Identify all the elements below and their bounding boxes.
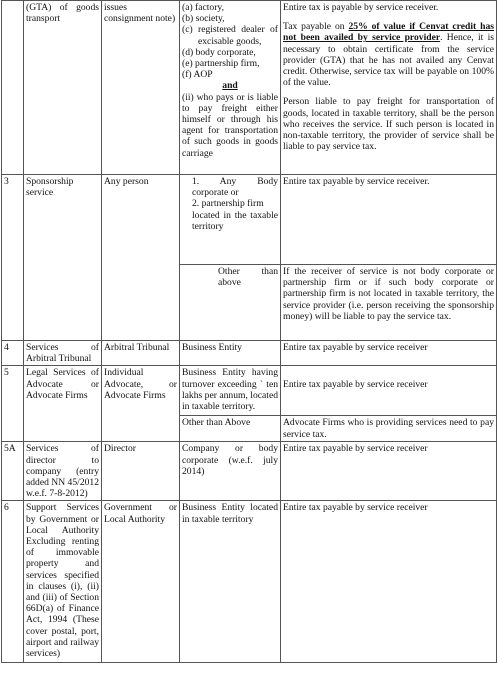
- remark-fragment: Tax payable on: [283, 21, 349, 33]
- sn-cell: 4: [2, 341, 24, 366]
- service-description: Sponsorship service: [24, 175, 102, 341]
- remarks: Entire tax payable by service receiver: [281, 442, 497, 501]
- list-item: (e) partnership firm,: [182, 58, 260, 70]
- service-provider: issues consignment note): [102, 1, 180, 175]
- table-row-director: [2, 442, 497, 501]
- service-provider: Government or Local Authority: [102, 501, 180, 663]
- list-item: (d) body corporate,: [182, 46, 256, 58]
- service-description: Support Services by Government or Local Authority Excluding renting of immovable property and services specified in clauses (i), (ii) and (iii) of Section 66D(a) of Finance Act, 1994 (These cover postal, port, airport and railway services): [24, 501, 102, 663]
- service-description: Services of Arbitral Tribunal: [24, 341, 102, 366]
- remark-text: [283, 21, 494, 88]
- remark-text: Entire tax is payable by service receiver.: [283, 2, 439, 13]
- service-tax-table: [1, 0, 497, 663]
- remarks: If the receiver of service is not body corporate or partnership firm or if such body corporate or partnership firm is not located in taxable territory, the service provider (i.e. person receiving the sponsorship money) will be liable to pay the service tax.: [281, 265, 497, 341]
- recipient-line: 1. Any Body corporate or: [192, 176, 278, 199]
- service-recipient: [180, 265, 281, 341]
- remarks: Entire tax payable by service receiver: [281, 501, 497, 663]
- remark-emphasis: 25% of value if Cenvat credit has not been availed by service provider: [283, 21, 494, 44]
- table-row-sponsorship: [2, 175, 497, 265]
- service-description: Services of director to company (entry added NN 45/2012 w.e.f. 7-8-2012): [24, 442, 102, 501]
- remarks: [281, 1, 497, 175]
- service-recipient: Other than Above: [180, 416, 281, 442]
- recipient-line: located in the taxable territory: [192, 209, 278, 232]
- and-label: and: [222, 80, 238, 92]
- list-item: (c) registered dealer of excisable goods,: [182, 24, 278, 47]
- table-row-gta: [2, 1, 497, 175]
- recipient-line: Other than above: [218, 266, 278, 289]
- sn-cell: [2, 1, 24, 175]
- remarks: Advocate Firms who is providing services need to pay service tax.: [281, 416, 497, 442]
- list-item: (b) society,: [182, 13, 225, 25]
- service-recipient: Business Entity: [180, 341, 281, 366]
- sn-cell: 5: [2, 366, 24, 442]
- remark-fragment: . Hence, it is necessary to obtain certificate from the service provider (GTA) that he has not availed any Cenvat credit. Otherwise, service tax will be payable on 100% of the value.: [283, 32, 494, 89]
- recipient-clause-ii: (ii) who pays or is liable to pay freight either himself or through his agent for transportation of such goods in goods carriage: [182, 91, 278, 159]
- service-provider: Any person: [102, 175, 180, 341]
- service-recipient: Business Entity located in taxable territory: [180, 501, 281, 663]
- sn-cell: 3: [2, 175, 24, 341]
- service-recipient: Business Entity having turnover exceeding ` ten lakhs per annum, located in taxable territory.: [180, 366, 281, 416]
- remark-text: Person liable to pay freight for transportation of goods, located in taxable territory, shall be the person who receives the service. If such person is located in non-taxable territory, the provider of service shall be liable to pay service tax.: [283, 96, 494, 153]
- service-provider: Individual Advocate, or Advocate Firms: [102, 366, 180, 442]
- service-provider: Arbitral Tribunal: [102, 341, 180, 366]
- service-recipient: Company or body corporate (w.e.f. july 2014): [180, 442, 281, 501]
- table-row-support: [2, 501, 497, 663]
- remark-text: Entire tax payable by service receiver: [283, 379, 428, 391]
- service-recipient: [180, 1, 281, 175]
- remarks: [281, 366, 497, 416]
- service-recipient: [180, 175, 281, 265]
- remarks: Entire tax payable by service receiver: [281, 341, 497, 366]
- remarks: Entire tax payable by service receiver.: [281, 175, 497, 265]
- service-description: (GTA) of goods transport: [24, 1, 102, 175]
- sn-cell: 6: [2, 501, 24, 663]
- sn-cell: 5A: [2, 442, 24, 501]
- service-provider: Director: [102, 442, 180, 501]
- table-row-legal: [2, 366, 497, 416]
- recipient-list: [182, 2, 278, 80]
- table-row-arbitral: [2, 341, 497, 366]
- service-description: Legal Services of Advocate or Advocate Firms: [24, 366, 102, 442]
- list-item: (f) AOP: [182, 69, 213, 81]
- recipient-line: 2. partnership firm: [192, 198, 264, 210]
- list-item: (a) factory,: [182, 2, 224, 13]
